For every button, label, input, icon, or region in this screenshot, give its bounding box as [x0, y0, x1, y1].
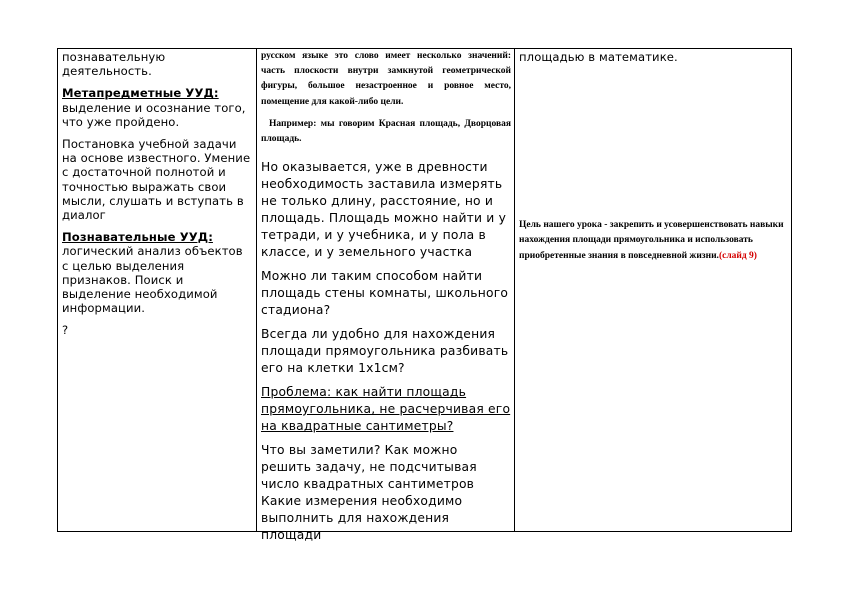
meta-uud-heading: Метапредметные УУД:	[62, 86, 219, 101]
slide-reference: (слайд 9)	[718, 250, 757, 261]
column-notes	[519, 49, 789, 531]
text-paragraph: Но оказывается, уже в древности необходимость заставила измерять не только длину, расстояние, но и площадь. Площадь можно найти и у тетради, и у учебника, и у пола в классе, и у земельного участка	[261, 160, 507, 260]
definition-paragraph: русском языке это слово имеет несколько значений: часть плоскости внутри замкнутой геометрической фигуры, большое незастроенное и ровное место, помещение для какой-либо цели.	[261, 51, 511, 107]
column-divider	[256, 49, 257, 531]
question-mark: ?	[62, 323, 69, 338]
text-paragraph: Постановка учебной задачи на основе известного. Умение с достаточной полнотой и точностью выражать свои мысли, слушать и вступать в диалог	[62, 137, 251, 223]
column-teacher-activity	[261, 49, 511, 543]
example-paragraph: Например: мы говорим Красная площадь, Дворцовая площадь.	[261, 118, 511, 145]
text-paragraph: Что вы заметили? Как можно решить задачу, не подсчитывая число квадратных сантиметров Какие измерения необходимо выполнить для нахождения площади	[261, 443, 477, 543]
meta-uud-text: выделение и осознание того, что уже пройдено.	[62, 100, 246, 129]
lesson-goal-text: Цель нашего урока - закрепить и усовершенствовать навыки нахождения площади прямоугольника и использовать приобретенные знания в повседневной жизни.	[519, 220, 784, 261]
cognitive-uud-block	[62, 230, 252, 315]
column-uud	[62, 49, 252, 531]
column-divider	[514, 49, 515, 531]
meta-uud-block	[62, 86, 252, 129]
cognitive-uud-text: логический анализ объектов с целью выделения признаков. Поиск и выделение необходимой информации.	[62, 244, 243, 316]
cognitive-uud-heading: Познавательные УУД:	[62, 230, 213, 245]
text-paragraph: Всегда ли удобно для нахождения площади прямоугольника разбивать его на клетки 1х1см?	[261, 327, 509, 376]
text-paragraph: Можно ли таким способом найти площадь стены комнаты, школьного стадиона?	[261, 269, 509, 318]
lesson-table	[57, 48, 792, 543]
text-paragraph: площадью в математике.	[519, 50, 678, 64]
lesson-goal	[519, 218, 789, 264]
problem-statement: Проблема: как найти площадь прямоугольника, не расчерчивая его на квадратные сантиметры?	[261, 385, 511, 434]
text-paragraph: познавательную деятельность.	[62, 50, 166, 79]
